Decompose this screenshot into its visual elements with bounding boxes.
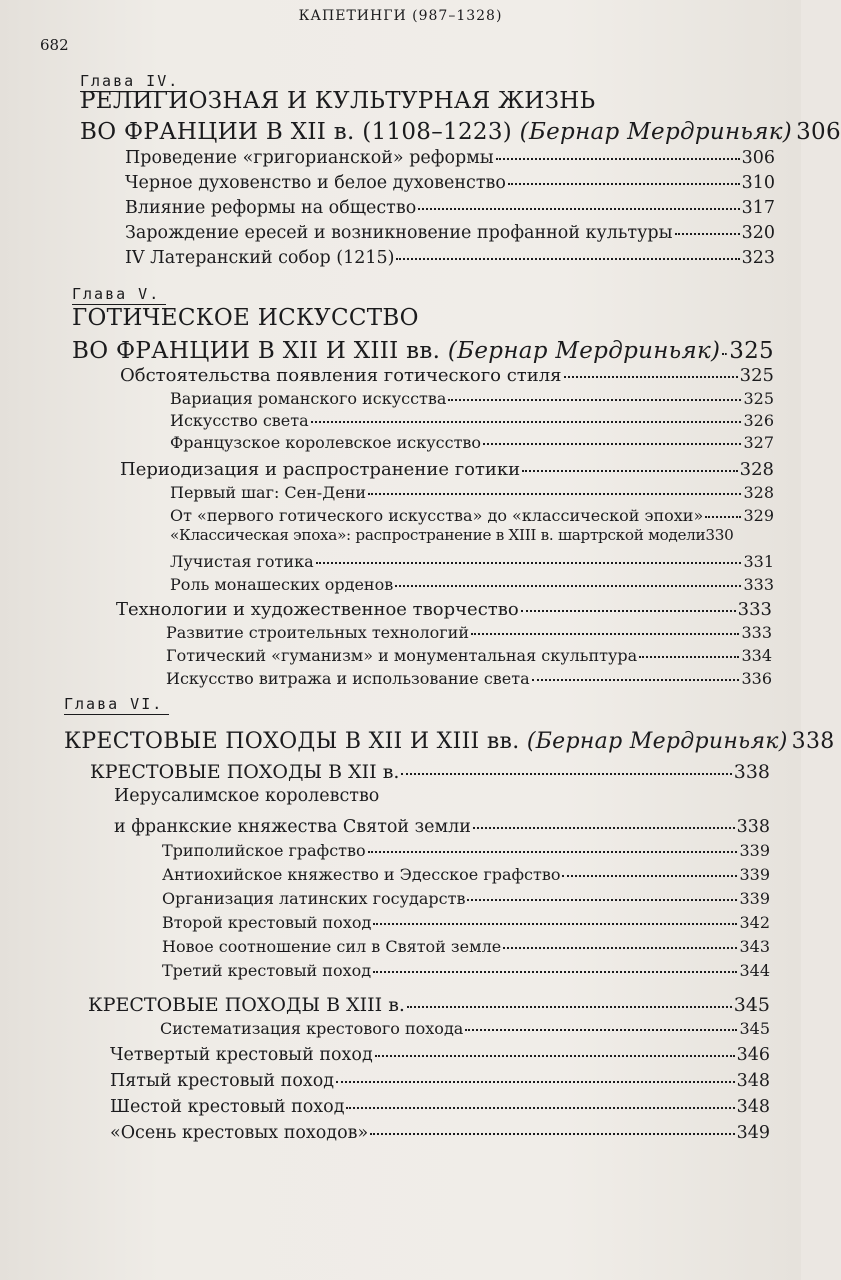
dot-leader (564, 358, 738, 378)
entry-title: «Классическая эпоха»: распространение в XIII в. шартрской модели (170, 526, 706, 544)
dot-leader (639, 640, 739, 658)
toc-entry[interactable] (162, 910, 770, 932)
page-ref: 331 (743, 552, 774, 571)
subsection-title: Иерусалимское королевство (114, 786, 380, 806)
entry-title: Четвертый крестовый поход (110, 1044, 373, 1065)
toc-entry[interactable] (166, 666, 772, 688)
toc-entry[interactable] (125, 193, 775, 218)
toc-entry[interactable] (170, 572, 774, 594)
dot-leader (368, 477, 741, 495)
chapter-label: Глава V. (72, 285, 161, 303)
dot-leader (373, 907, 737, 925)
toc-entry[interactable] (162, 862, 770, 884)
page-ref: 326 (743, 411, 774, 430)
page-ref: 339 (739, 841, 770, 860)
section-title: КРЕСТОВЫЕ ПОХОДЫ В XIII в. (88, 994, 405, 1016)
entry-title: Развитие строительных технологий (166, 623, 469, 642)
toc-entry[interactable] (125, 168, 775, 193)
page-ref: 317 (741, 197, 775, 218)
dot-leader (373, 955, 737, 973)
page-ref: 338 (733, 761, 770, 783)
entry-title: Французское королевское искусство (170, 433, 482, 452)
chapter-title: ВО ФРАНЦИИ В XII И XIII вв. (72, 338, 448, 364)
dot-leader (473, 809, 735, 829)
toc-entry[interactable] (162, 886, 770, 908)
entry-title: Искусство света (170, 411, 309, 430)
toc-entry[interactable] (166, 620, 772, 642)
dot-leader (401, 754, 731, 775)
chapter-title: РЕЛИГИОЗНАЯ И КУЛЬТУРНАЯ ЖИЗНЬ (80, 88, 596, 114)
toc-entry[interactable] (110, 1118, 770, 1143)
toc-entry[interactable] (110, 1092, 770, 1117)
page-ref: 339 (739, 889, 770, 908)
entry-title: Влияние реформы на общество (125, 197, 417, 218)
entry-title: IV Латеранский собор (1215) (125, 247, 395, 268)
dot-leader (407, 987, 732, 1008)
page-ref: 348 (736, 1096, 770, 1117)
toc-entry[interactable] (64, 724, 835, 754)
toc-entry[interactable] (162, 934, 770, 956)
section-title: Периодизация и распространение готики (120, 459, 521, 480)
page-ref: 349 (736, 1122, 770, 1143)
toc-entry[interactable] (125, 143, 775, 168)
dot-leader (508, 165, 740, 185)
section-title: Технологии и художественное творчество (116, 599, 519, 620)
page-ref: 348 (736, 1070, 770, 1091)
dot-leader (562, 859, 737, 877)
page-ref: 345 (739, 1019, 770, 1038)
dot-leader (471, 617, 739, 635)
page-ref: 344 (739, 961, 770, 980)
dot-leader (496, 140, 740, 160)
entry-title: Триполийское графство (162, 841, 366, 860)
dot-leader (483, 427, 741, 445)
page-ref: 325 (739, 365, 774, 386)
toc-entry[interactable] (170, 430, 774, 452)
page-ref: 338 (791, 729, 835, 754)
entry-title: Организация латинских государств (162, 889, 466, 908)
entry-title: Проведение «григорианской» реформы (125, 147, 494, 168)
author: (Бернар Мердриньяк) (526, 729, 788, 754)
entry-title: Первый шаг: Сен-Дени (170, 483, 367, 502)
dot-leader (465, 1013, 737, 1031)
dot-leader (370, 1115, 734, 1135)
page-ref: 325 (743, 389, 774, 408)
entry-title: Лучистая готика (170, 552, 314, 571)
page-ref: 338 (736, 816, 770, 837)
entry-title: Новое соотношение сил в Святой земле (162, 937, 502, 956)
entry-title: Систематизация крестового похода (160, 1019, 464, 1038)
page-ref: 343 (739, 937, 770, 956)
page-number: 682 (40, 36, 69, 54)
page-ref: 342 (739, 913, 770, 932)
page-ref: 327 (743, 433, 774, 452)
toc-entry[interactable] (110, 1040, 770, 1065)
toc-entry[interactable] (170, 549, 774, 571)
toc-entry[interactable] (170, 526, 774, 544)
entry-title: Роль монашеских орденов (170, 575, 394, 594)
author: (Бернар Мердриньяк) (447, 338, 721, 364)
dot-leader (396, 240, 739, 260)
page-ref: 325 (729, 338, 774, 364)
entry-title: Черное духовенство и белое духовенство (125, 172, 506, 193)
toc-entry[interactable] (125, 218, 775, 243)
dot-leader (503, 931, 737, 949)
dot-leader (395, 569, 741, 587)
section-title: Обстоятельства появления готического стиля (120, 365, 562, 386)
subsection-title: и франкские княжества Святой земли (114, 816, 471, 837)
toc-entry[interactable] (110, 1066, 770, 1091)
page-ref: 346 (736, 1044, 770, 1065)
chapter-label: Глава IV. (80, 72, 180, 90)
dot-leader (336, 1063, 735, 1083)
page-ref: 336 (741, 669, 772, 688)
running-head: КАПЕТИНГИ (987–1328) (298, 8, 503, 24)
entry-title: Второй крестовый поход (162, 913, 372, 932)
entry-title: Третий крестовый поход (162, 961, 372, 980)
entry-title: Антиохийское княжество и Эдесское графство (162, 865, 561, 884)
dot-leader (722, 330, 727, 355)
page-ref: 329 (743, 506, 774, 525)
dot-leader (675, 215, 740, 235)
entry-title: Готический «гуманизм» и монументальная скульптура (166, 646, 638, 665)
dot-leader (311, 405, 742, 423)
chapter-label: Глава VI. (64, 695, 164, 713)
toc-entry[interactable] (160, 1016, 770, 1038)
dot-leader (448, 383, 741, 401)
dot-leader (418, 190, 739, 210)
toc-entry[interactable] (170, 480, 774, 502)
toc-entry[interactable] (162, 958, 770, 980)
dot-leader (316, 546, 742, 564)
toc-entry[interactable] (125, 243, 775, 268)
dot-leader (532, 663, 740, 681)
page-ref: 328 (743, 483, 774, 502)
page-ref: 330 (705, 526, 734, 544)
chapter-title: ВО ФРАНЦИИ В XII в. (1108–1223) (80, 119, 520, 145)
entry-title: Искусство витража и использование света (166, 669, 530, 688)
entry-title: Пятый крестовый поход (110, 1070, 335, 1091)
dot-leader (368, 835, 738, 853)
toc-entry[interactable] (162, 838, 770, 860)
page-ref: 323 (741, 247, 775, 268)
page-ref: 310 (741, 172, 775, 193)
toc-entry[interactable] (166, 643, 772, 665)
page-ref: 328 (739, 459, 774, 480)
page-ref: 306 (796, 119, 841, 145)
page-ref: 306 (741, 147, 775, 168)
entry-title: От «первого готического искусства» до «классической эпохи» (170, 506, 704, 525)
page-ref: 334 (741, 646, 772, 665)
page-ref: 320 (741, 222, 775, 243)
section-title: КРЕСТОВЫЕ ПОХОДЫ В XII в. (90, 761, 400, 783)
entry-title: Вариация романского искусства (170, 389, 447, 408)
dot-leader (375, 1037, 735, 1057)
entry-title: Шестой крестовый поход (110, 1096, 345, 1117)
chapter-title: КРЕСТОВЫЕ ПОХОДЫ В XII И XIII вв. (64, 729, 527, 754)
dot-leader (346, 1089, 734, 1109)
dot-leader (521, 592, 736, 612)
entry-title: «Осень крестовых походов» (110, 1122, 369, 1143)
page-ref: 339 (739, 865, 770, 884)
author: (Бернар Мердриньяк) (519, 119, 793, 145)
toc-subsection[interactable] (114, 812, 770, 837)
page-ref: 333 (743, 575, 774, 594)
chapter-title: ГОТИЧЕСКОЕ ИСКУССТВО (72, 305, 419, 331)
page-ref: 333 (737, 599, 772, 620)
dot-leader (467, 883, 737, 901)
toc-entry[interactable] (170, 503, 774, 525)
page-ref: 333 (741, 623, 772, 642)
entry-title: Зарождение ересей и возникновение профанной культуры (125, 222, 673, 243)
toc-section[interactable] (90, 757, 770, 783)
dot-leader (705, 500, 741, 518)
page-ref: 345 (733, 994, 770, 1016)
dot-leader (522, 452, 737, 472)
